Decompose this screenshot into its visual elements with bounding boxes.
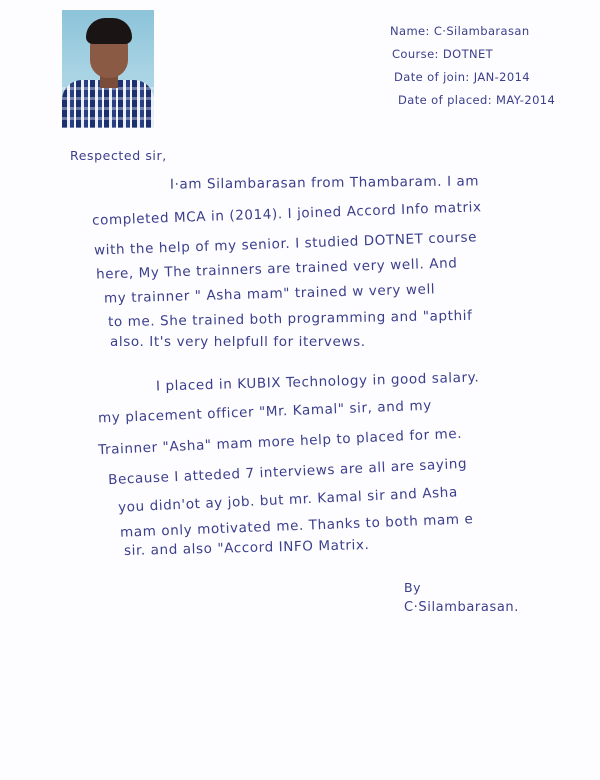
paragraph2-line: sir. and also "Accord INFO Matrix. bbox=[123, 537, 370, 559]
closing-by: By bbox=[404, 580, 422, 595]
paragraph2-line: mam only motivated me. Thanks to both mam e bbox=[119, 511, 474, 541]
paragraph1-line: I·am Silambarasan from Thambaram. I am bbox=[169, 173, 480, 193]
paragraph1-line: here, My The trainners are trained very well. And bbox=[95, 255, 458, 283]
header-date-of-placed: Date of placed: MAY-2014 bbox=[398, 93, 556, 107]
header-name: Name: C·Silambarasan bbox=[390, 24, 530, 38]
paragraph2-line: I placed in KUBIX Technology in good salary. bbox=[155, 369, 480, 395]
paragraph2-line: you didn'ot ay job. but mr. Kamal sir and Asha bbox=[117, 484, 459, 516]
salutation: Respected sir, bbox=[70, 148, 167, 163]
header-course: Course: DOTNET bbox=[392, 47, 494, 61]
paragraph1-line: my trainner " Asha mam" trained w very well bbox=[103, 281, 436, 307]
header-date-of-join: Date of join: JAN-2014 bbox=[394, 70, 531, 84]
signature: C·Silambarasan. bbox=[404, 600, 519, 615]
paragraph1-line: completed MCA in (2014). I joined Accord Info matrix bbox=[91, 199, 482, 229]
paragraph1-line: with the help of my senior. I studied DOTNET course bbox=[93, 229, 478, 259]
paragraph1-line: also. It's very helpfull for itervews. bbox=[110, 334, 366, 350]
student-photo bbox=[62, 10, 154, 128]
paragraph2-line: my placement officer "Mr. Kamal" sir, and my bbox=[97, 397, 433, 427]
photo-hair bbox=[86, 18, 132, 44]
paragraph2-line: Because I atteded 7 interviews are all are saying bbox=[107, 455, 468, 489]
paragraph2-line: Trainner "Asha" mam more help to placed for me. bbox=[97, 425, 463, 459]
paragraph1-line: to me. She trained both programming and "apthif bbox=[107, 307, 473, 331]
